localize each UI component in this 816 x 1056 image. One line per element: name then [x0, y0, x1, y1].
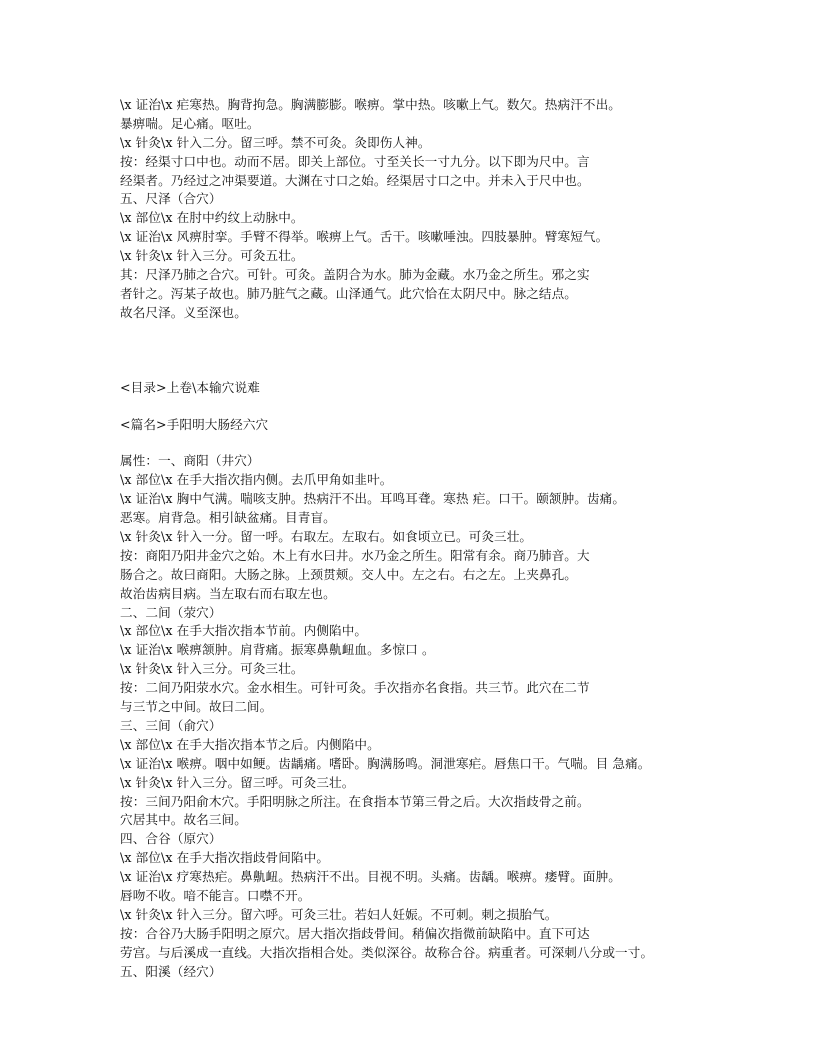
- text-line: 其：尺泽乃肺之合穴。可针。可灸。盖阴合为水。肺为金藏。水乃金之所生。邪之实: [120, 267, 590, 283]
- text-line: \x 证治\x 喉痹。咽中如鲠。齿龋痛。嗜卧。胸满肠鸣。洞泄寒疟。唇焦口干。气喘。目 急痛。: [120, 755, 651, 771]
- text-line: 按：三间乃阳俞木穴。手阳明脉之所注。在食指本节第三骨之后。大次指歧骨之前。: [120, 793, 590, 809]
- text-line: 暴痹喘。足心痛。呕吐。: [120, 115, 260, 131]
- text-line: 与三节之中间。故曰二间。: [120, 699, 273, 715]
- text-line: 按：合谷乃大肠手阳明之原穴。居大指次指歧骨间。稍偏次指微前缺陷中。直下可达: [120, 925, 590, 941]
- toc-heading: <目录>上卷\本输穴说难: [120, 379, 260, 395]
- text-line: 经渠者。乃经过之冲渠要道。大渊在寸口之始。经渠居寸口之中。并未入于尺中也。: [120, 172, 590, 188]
- text-line: \x 针灸\x 针入三分。留三呼。可灸三壮。: [120, 774, 355, 790]
- text-line: 肠合之。故曰商阳。大肠之脉。上颈贯颊。交人中。左之右。右之左。上夹鼻孔。: [120, 566, 577, 582]
- text-line: 按：商阳乃阳井金穴之始。木上有水曰井。水乃金之所生。阳常有余。商乃肺音。大: [120, 547, 590, 563]
- text-line: 唇吻不收。喑不能言。口噤不开。: [120, 887, 311, 903]
- section-heading: 三、三间（俞穴）: [120, 717, 222, 733]
- text-line: \x 证治\x 胸中气满。喘咳支肿。热病汗不出。耳鸣耳聋。寒热 疟。口干。颐颔肿。齿痛。: [120, 491, 626, 507]
- document-page: [120, 96, 720, 981]
- section-heading: 四、合谷（原穴）: [120, 831, 222, 847]
- text-line: \x 针灸\x 针入三分。可灸三壮。: [120, 661, 304, 677]
- text-line: \x 部位\x 在手大指次指内侧。去爪甲角如韭叶。: [120, 472, 393, 488]
- text-line: 按：二间乃阳荥水穴。金水相生。可针可灸。手次指亦名食指。共三节。此穴在二节: [120, 680, 590, 696]
- text-line: \x 证治\x 疗寒热疟。鼻鼽衄。热病汗不出。目视不明。头痛。齿龋。喉痹。痿臂。面肿。: [120, 869, 621, 885]
- section-large-intestine: [120, 452, 720, 981]
- section-heading: 二、二间（荥穴）: [120, 604, 222, 620]
- text-line: 穴居其中。故名三间。: [120, 812, 247, 828]
- text-line: \x 针灸\x 针入二分。留三呼。禁不可灸。灸即伤人神。: [120, 134, 431, 150]
- section-heading: 五、尺泽（合穴）: [120, 191, 222, 207]
- text-line: \x 针灸\x 针入一分。留一呼。右取左。左取右。如食顷立已。可灸三壮。: [120, 529, 533, 545]
- text-line: \x 证治\x 疟寒热。胸背拘急。胸满膨膨。喉痹。掌中热。咳嗽上气。数欠。热病汗不出。: [120, 97, 621, 112]
- text-line: \x 部位\x 在手大指次指本节前。内侧陷中。: [120, 623, 368, 639]
- text-line: \x 部位\x 在肘中约纹上动脉中。: [120, 210, 304, 226]
- text-line: 按：经渠寸口中也。动而不居。即关上部位。寸至关长一寸九分。以下即为尺中。言: [120, 153, 590, 169]
- text-line: \x 针灸\x 针入三分。留六呼。可灸三壮。若妇人妊娠。不可刺。刺之损胎气。: [120, 906, 558, 922]
- section-heading: 属性：一、商阳（井穴）: [120, 453, 260, 469]
- text-line: \x 证治\x 喉痹颔肿。肩背痛。振寒鼻鼽衄血。多惊口 。: [120, 642, 435, 658]
- text-line: 故名尺泽。义至深也。: [120, 304, 247, 320]
- text-line: \x 证治\x 风痹肘挛。手臂不得举。喉痹上气。舌干。咳嗽唾浊。四肢暴肿。臂寒短气。: [120, 229, 609, 245]
- text-line: \x 部位\x 在手大指次指本节之后。内侧陷中。: [120, 736, 380, 752]
- text-line: 故治齿病目病。当左取右而右取左也。: [120, 585, 336, 601]
- text-line: 者针之。泻某子故也。肺乃脏气之藏。山泽通气。此穴恰在太阴尺中。脉之结点。: [120, 285, 577, 301]
- section-heading: 五、阳溪（经穴）: [120, 963, 222, 979]
- text-line: \x 部位\x 在手大指次指歧骨间陷中。: [120, 850, 330, 866]
- text-line: 劳宫。与后溪成一直线。大指次指相合处。类似深谷。故称合谷。病重者。可深刺八分或一寸。: [120, 944, 654, 960]
- text-line: \x 针灸\x 针入三分。可灸五壮。: [120, 248, 304, 264]
- text-line: 恶寒。肩背急。相引缺盆痛。目青盲。: [120, 510, 336, 526]
- section-jingqu-chize: [120, 96, 720, 323]
- chapter-title: <篇名>手阳明大肠经六穴: [120, 416, 269, 432]
